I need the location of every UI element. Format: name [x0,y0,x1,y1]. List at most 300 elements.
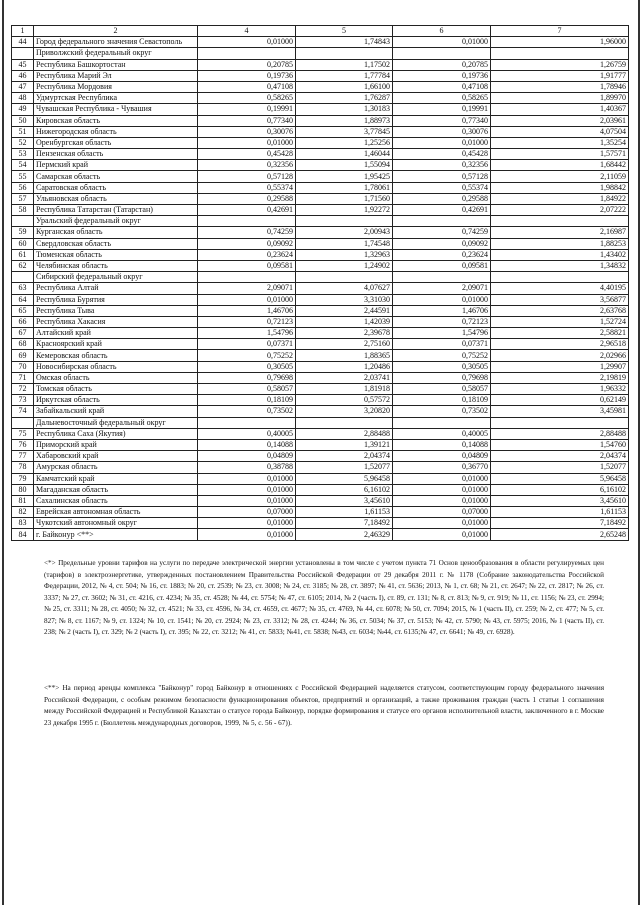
value-col-7: 2,16987 [491,227,629,238]
value-col-5: 1,42039 [296,316,393,327]
region-name: Республика Марий Эл [34,70,198,81]
value-col-5: 1,88973 [296,115,393,126]
value-col-6 [393,216,491,227]
value-col-6: 0,01000 [393,495,491,506]
table-row [12,439,629,450]
table-row [12,529,629,540]
value-col-6: 0,23624 [393,249,491,260]
value-col-6: 0,07000 [393,507,491,518]
value-col-7: 1,89970 [491,93,629,104]
table-row [12,473,629,484]
table-row [12,339,629,350]
row-number: 51 [12,126,34,137]
region-name: Республика Хакасия [34,316,198,327]
value-col-7: 4,07504 [491,126,629,137]
region-name: Сахалинская область [34,495,198,506]
value-col-5: 6,16102 [296,484,393,495]
value-col-7: 2,03961 [491,115,629,126]
district-row [12,417,629,428]
table-row [12,395,629,406]
value-col-5: 1,20486 [296,361,393,372]
value-col-6: 0,01000 [393,294,491,305]
region-name: Амурская область [34,462,198,473]
value-col-7 [491,48,629,59]
table-row [12,81,629,92]
value-col-7: 1,61153 [491,507,629,518]
value-col-7: 1,78946 [491,81,629,92]
row-number: 67 [12,328,34,339]
table-row [12,283,629,294]
value-col-4: 0,72123 [198,316,296,327]
value-col-7: 1,57571 [491,149,629,160]
value-col-6: 0,01000 [393,137,491,148]
district-row [12,48,629,59]
value-col-6: 0,42691 [393,205,491,216]
region-name: Чукотский автономный округ [34,518,198,529]
value-col-5: 0,57572 [296,395,393,406]
row-number: 53 [12,149,34,160]
region-name: Оренбургская область [34,137,198,148]
value-col-7 [491,272,629,283]
value-col-5: 2,88488 [296,428,393,439]
value-col-5: 2,46329 [296,529,393,540]
value-col-4: 0,23624 [198,249,296,260]
value-col-7 [491,417,629,428]
value-col-5 [296,48,393,59]
table-row [12,518,629,529]
table-row [12,126,629,137]
value-col-5 [296,216,393,227]
value-col-7: 1,96332 [491,384,629,395]
region-name: Нижегородская область [34,126,198,137]
footnote-1: <*> Предельные уровни тарифов на услуги по передаче электрической энергии установлены в том числе с учетом пункта 71 Основ ценообразования в области регулируемых цен (тарифов) в электроэнергетике, утвержденных постановлением Правительства Российской Федерации от 29 декабря 2011 г. № 1178 (Собрание законодательства Российской Федерации, 2012, № 4, ст. 504; № 16, ст. 1883; № 20, ст. 2539; № 23, ст. 3008; № 24, ст. 3185; № 28, ст. 3897; № 41, ст. 5636; 2013, № 1, ст. 68; № 21, ст. 2647; № 22, ст. 2817; № 26, ст. 3337; № 27, ст. 3602; № 31, ст. 4216, ст. 4234; № 35, ст. 4528; № 44, ст. 5754; № 47, ст. 6105; 2014, № 2 (часть I), ст. 89, ст. 131; № 8, ст. 813; № 9, ст. 919; № 11, ст. 1156; № 23, ст. 2994; № 25, ст. 3311; № 28, ст. 4050; № 32, ст. 4521; № 33, ст. 4596, № 34, ст. 4659, ст. 4677; № 35, ст. 4769, № 44, ст. 6078; № 50, ст. 7094; 2015, № 1 (часть II), ст. 259; № 2, ст. 477; № 5, ст. 827; № 8, ст. 1167; № 9, ст. 1324; № 10, ст. 1541; № 20, ст. 2924; № 23, ст. 3312; № 28, ст. 4244; № 36, ст. 5034; № 37, ст. 5153; № 42, ст. 5790; № 43, ст. 5975; 2016, № 1 (часть II), ст. 238; № 2 (часть I), ст. 329; № 2 (часть I), ст. 395; № 22, ст. 3212; № 41, ст. 5833; №41, ст. 5838; №43, ст. 6034; №44, ст. 6135;№ 47, ст. 6641; № 49, ст. 6928). [44,559,604,636]
value-col-5: 1,88365 [296,350,393,361]
row-number: 57 [12,193,34,204]
row-number: 46 [12,70,34,81]
row-number: 78 [12,462,34,473]
row-number: 50 [12,115,34,126]
table-header-row [12,26,629,37]
row-number: 82 [12,507,34,518]
value-col-6: 0,07371 [393,339,491,350]
region-name: Республика Бурятия [34,294,198,305]
value-col-6: 0,58057 [393,384,491,395]
value-col-6: 0,45428 [393,149,491,160]
value-col-5: 1,61153 [296,507,393,518]
value-col-6: 0,20785 [393,59,491,70]
region-name: Забайкальский край [34,406,198,417]
row-number [12,272,34,283]
region-name: Камчатский край [34,473,198,484]
value-col-6: 0,01000 [393,37,491,48]
value-col-5: 1,74843 [296,37,393,48]
value-col-5: 1,17502 [296,59,393,70]
value-col-5: 7,18492 [296,518,393,529]
row-number: 83 [12,518,34,529]
value-col-4: 0,30505 [198,361,296,372]
value-col-4: 0,45428 [198,149,296,160]
value-col-4: 0,07000 [198,507,296,518]
value-col-7: 1,52724 [491,316,629,327]
value-col-4: 2,09071 [198,283,296,294]
value-col-6: 0,18109 [393,395,491,406]
table-row [12,507,629,518]
row-number: 84 [12,529,34,540]
header-col-7: 7 [491,26,629,37]
region-name: Город федерального значения Севастополь [34,37,198,48]
value-col-4: 0,01000 [198,484,296,495]
value-col-4: 0,73502 [198,406,296,417]
table-row [12,205,629,216]
value-col-7: 5,96458 [491,473,629,484]
value-col-6: 0,58265 [393,93,491,104]
value-col-5: 1,32963 [296,249,393,260]
table-row [12,294,629,305]
value-col-7: 1,43402 [491,249,629,260]
table-row [12,149,629,160]
row-number: 73 [12,395,34,406]
header-col-1: 1 [12,26,34,37]
row-number: 81 [12,495,34,506]
row-number: 48 [12,93,34,104]
value-col-5: 3,20820 [296,406,393,417]
value-col-6 [393,417,491,428]
value-col-7: 2,88488 [491,428,629,439]
value-col-7: 1,34832 [491,260,629,271]
value-col-4: 0,07371 [198,339,296,350]
value-col-6: 0,09581 [393,260,491,271]
row-number [12,417,34,428]
value-col-4: 0,01000 [198,529,296,540]
value-col-4: 0,18109 [198,395,296,406]
value-col-7: 1,35254 [491,137,629,148]
value-col-5: 1,39121 [296,439,393,450]
value-col-5: 1,74548 [296,238,393,249]
value-col-5: 5,96458 [296,473,393,484]
value-col-6 [393,272,491,283]
value-col-5 [296,417,393,428]
value-col-4: 0,40005 [198,428,296,439]
value-col-6: 0,01000 [393,518,491,529]
region-name: Чувашская Республика - Чувашия [34,104,198,115]
region-name: Приморский край [34,439,198,450]
table-row [12,305,629,316]
region-name: Иркутская область [34,395,198,406]
value-col-4: 0,42691 [198,205,296,216]
row-number: 74 [12,406,34,417]
table-row [12,428,629,439]
value-col-4: 0,19736 [198,70,296,81]
region-name: Курганская область [34,227,198,238]
value-col-5: 2,44591 [296,305,393,316]
table-row [12,37,629,48]
value-col-7: 1,98842 [491,182,629,193]
value-col-4 [198,417,296,428]
value-col-4: 0,79698 [198,372,296,383]
tariff-table [11,25,629,541]
row-number: 55 [12,171,34,182]
value-col-4: 0,20785 [198,59,296,70]
value-col-7: 1,26759 [491,59,629,70]
value-col-6: 0,30505 [393,361,491,372]
value-col-5: 1,25256 [296,137,393,148]
region-name: Приволжский федеральный округ [34,48,198,59]
header-col-2: 2 [34,26,198,37]
header-col-5: 5 [296,26,393,37]
value-col-4: 0,30076 [198,126,296,137]
value-col-6 [393,48,491,59]
row-number: 58 [12,205,34,216]
value-col-6: 0,77340 [393,115,491,126]
table-row [12,372,629,383]
value-col-4: 0,01000 [198,37,296,48]
region-name: Алтайский край [34,328,198,339]
value-col-7: 0,62149 [491,395,629,406]
table-row [12,137,629,148]
value-col-7: 2,04374 [491,451,629,462]
region-name: Еврейская автономная область [34,507,198,518]
value-col-5: 4,07627 [296,283,393,294]
value-col-5: 1,71560 [296,193,393,204]
value-col-4: 0,57128 [198,171,296,182]
value-col-5: 1,81918 [296,384,393,395]
value-col-4: 0,01000 [198,518,296,529]
region-name: Республика Алтай [34,283,198,294]
region-name: Кемеровская область [34,350,198,361]
table-row [12,361,629,372]
value-col-5: 1,66100 [296,81,393,92]
region-name: Удмуртская Республика [34,93,198,104]
table-row [12,160,629,171]
table-row [12,70,629,81]
value-col-5: 1,30183 [296,104,393,115]
district-row [12,216,629,227]
value-col-4: 0,32356 [198,160,296,171]
value-col-7: 2,07222 [491,205,629,216]
region-name: Хабаровский край [34,451,198,462]
region-name: Челябинская область [34,260,198,271]
region-name: Красноярский край [34,339,198,350]
value-col-7: 2,19819 [491,372,629,383]
row-number: 63 [12,283,34,294]
value-col-5: 1,52077 [296,462,393,473]
value-col-7: 2,58821 [491,328,629,339]
value-col-7: 1,52077 [491,462,629,473]
table-body [12,37,629,540]
value-col-7: 1,84922 [491,193,629,204]
table-row [12,104,629,115]
region-name: Уральский федеральный округ [34,216,198,227]
region-name: Сибирский федеральный округ [34,272,198,283]
row-number: 62 [12,260,34,271]
region-name: Саратовская область [34,182,198,193]
table-row [12,238,629,249]
value-col-5: 2,04374 [296,451,393,462]
value-col-6: 0,29588 [393,193,491,204]
value-col-6: 0,73502 [393,406,491,417]
value-col-7: 1,91777 [491,70,629,81]
value-col-7: 1,68442 [491,160,629,171]
row-number: 76 [12,439,34,450]
value-col-6: 2,09071 [393,283,491,294]
region-name: Кировская область [34,115,198,126]
value-col-6: 0,01000 [393,529,491,540]
value-col-6: 0,74259 [393,227,491,238]
value-col-5: 1,95425 [296,171,393,182]
value-col-5: 1,55094 [296,160,393,171]
value-col-6: 0,32356 [393,160,491,171]
value-col-6: 0,72123 [393,316,491,327]
value-col-4: 0,01000 [198,495,296,506]
region-name: Свердловская область [34,238,198,249]
table-row [12,115,629,126]
value-col-7: 2,65248 [491,529,629,540]
value-col-5: 1,24902 [296,260,393,271]
table-row [12,193,629,204]
value-col-6: 1,46706 [393,305,491,316]
value-col-4: 0,01000 [198,473,296,484]
value-col-6: 0,55374 [393,182,491,193]
table-row [12,260,629,271]
value-col-5: 3,31030 [296,294,393,305]
value-col-5: 1,46044 [296,149,393,160]
row-number: 64 [12,294,34,305]
value-col-4: 1,54796 [198,328,296,339]
page-left-edge [2,0,4,905]
value-col-6: 0,04809 [393,451,491,462]
value-col-7: 1,54760 [491,439,629,450]
row-number: 80 [12,484,34,495]
row-number: 70 [12,361,34,372]
value-col-4: 0,01000 [198,294,296,305]
value-col-4: 0,29588 [198,193,296,204]
row-number: 44 [12,37,34,48]
value-col-4 [198,216,296,227]
value-col-6: 0,14088 [393,439,491,450]
value-col-4: 0,75252 [198,350,296,361]
value-col-6: 0,47108 [393,81,491,92]
value-col-4: 0,58057 [198,384,296,395]
value-col-5: 2,03741 [296,372,393,383]
value-col-5: 3,77845 [296,126,393,137]
row-number: 66 [12,316,34,327]
row-number: 56 [12,182,34,193]
value-col-6: 0,40005 [393,428,491,439]
table-row [12,171,629,182]
value-col-4 [198,272,296,283]
table-row [12,406,629,417]
region-name: Дальневосточный федеральный округ [34,417,198,428]
value-col-7: 2,96518 [491,339,629,350]
region-name: Новосибирская область [34,361,198,372]
value-col-4: 0,58265 [198,93,296,104]
value-col-6: 1,54796 [393,328,491,339]
value-col-7: 6,16102 [491,484,629,495]
table-row [12,328,629,339]
value-col-5 [296,272,393,283]
value-col-7: 1,40367 [491,104,629,115]
row-number: 59 [12,227,34,238]
value-col-6: 0,19991 [393,104,491,115]
header-col-4: 4 [198,26,296,37]
value-col-7 [491,216,629,227]
row-number: 45 [12,59,34,70]
value-col-5: 2,00943 [296,227,393,238]
value-col-7: 3,45981 [491,406,629,417]
row-number: 69 [12,350,34,361]
value-col-6: 0,30076 [393,126,491,137]
region-name: Республика Башкортостан [34,59,198,70]
table-row [12,462,629,473]
value-col-5: 1,76287 [296,93,393,104]
row-number: 79 [12,473,34,484]
row-number: 54 [12,160,34,171]
row-number: 77 [12,451,34,462]
region-name: Магаданская область [34,484,198,495]
value-col-4: 0,19991 [198,104,296,115]
value-col-7: 1,29907 [491,361,629,372]
region-name: Тюменская область [34,249,198,260]
value-col-5: 1,92272 [296,205,393,216]
value-col-6: 0,01000 [393,484,491,495]
value-col-4: 1,46706 [198,305,296,316]
value-col-5: 1,78061 [296,182,393,193]
value-col-7: 3,45610 [491,495,629,506]
value-col-6: 0,57128 [393,171,491,182]
table-row [12,227,629,238]
row-number: 71 [12,372,34,383]
value-col-5: 3,45610 [296,495,393,506]
value-col-6: 0,09092 [393,238,491,249]
value-col-7: 1,96000 [491,37,629,48]
value-col-7: 1,88253 [491,238,629,249]
value-col-5: 2,39678 [296,328,393,339]
value-col-6: 0,79698 [393,372,491,383]
value-col-4: 0,14088 [198,439,296,450]
region-name: Томская область [34,384,198,395]
value-col-7: 2,02966 [491,350,629,361]
region-name: Пермский край [34,160,198,171]
table-row [12,182,629,193]
district-row [12,272,629,283]
region-name: Омская область [34,372,198,383]
table-row [12,316,629,327]
region-name: г. Байконур <**> [34,529,198,540]
value-col-4: 0,09581 [198,260,296,271]
table-row [12,350,629,361]
row-number: 52 [12,137,34,148]
row-number: 60 [12,238,34,249]
table-row [12,59,629,70]
region-name: Ульяновская область [34,193,198,204]
value-col-7: 3,56877 [491,294,629,305]
value-col-7: 2,11059 [491,171,629,182]
value-col-4: 0,09092 [198,238,296,249]
header-col-6: 6 [393,26,491,37]
table-row [12,484,629,495]
footnote-2: <**> На период аренды комплекса "Байконур" город Байконур в отношениях с Российской Федерацией наделяется статусом, соответствующим городу федерального значения Российской Федерации, с особым режимом безопасности функционирования объектов, предприятий и организаций, а также проживания граждан (часть 1 статьи 1 соглашения между Российской Федерацией и Республикой Казахстан о статусе города Байконур, порядке формирования и статусе его органов исполнительной власти, заключенного в г. Москве 23 декабря 1995 г. (Бюллетень международных договоров, 1999, № 5, с. 56 - 67)). [44,684,604,727]
row-number: 68 [12,339,34,350]
value-col-4: 0,77340 [198,115,296,126]
row-number: 61 [12,249,34,260]
row-number: 72 [12,384,34,395]
value-col-7: 4,40195 [491,283,629,294]
value-col-5: 1,77784 [296,70,393,81]
row-number [12,216,34,227]
value-col-7: 7,18492 [491,518,629,529]
value-col-4: 0,55374 [198,182,296,193]
row-number: 49 [12,104,34,115]
